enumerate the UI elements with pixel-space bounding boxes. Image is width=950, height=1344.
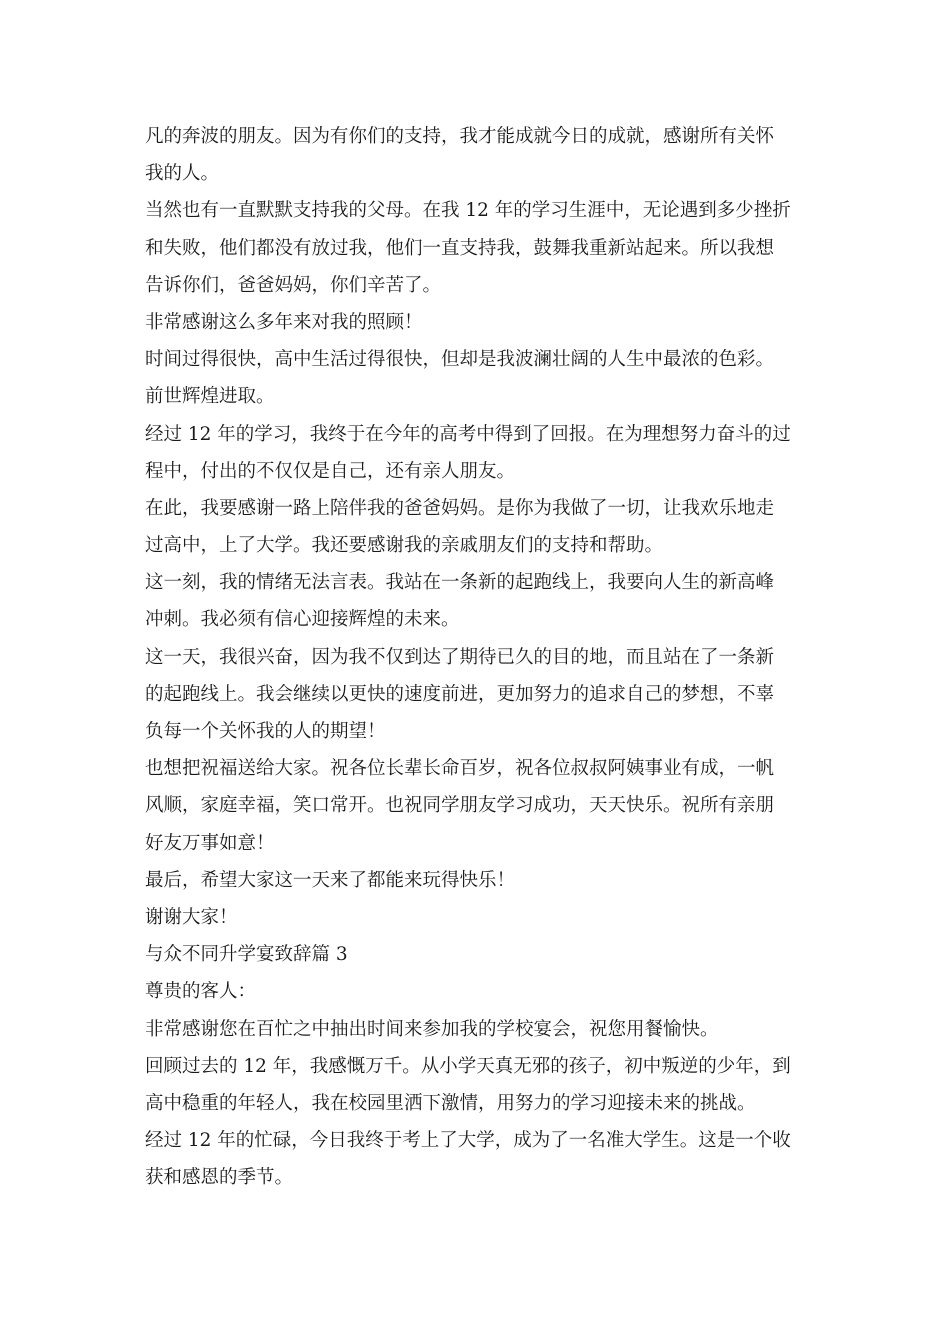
text-line: 负每一个关怀我的人的期望！ — [145, 721, 386, 742]
text-line: 好友万事如意！ — [145, 832, 275, 854]
text-line: 风顺，家庭幸福，笑口常开。也祝同学朋友学习成功，天天快乐。祝所有亲朋 — [145, 795, 775, 817]
text-line: 的起跑线上。我会继续以更快的速度前进，更加努力的追求自己的梦想，不辜 — [145, 683, 775, 705]
text-line: 这一刻，我的情绪无法言表。我站在一条新的起跑线上，我要向人生的新高峰 — [145, 572, 775, 594]
text-line: 经过 12 年的学习，我终于在今年的高考中得到了回报。在为理想努力奋斗的过 — [145, 423, 791, 445]
text-line: 告诉你们，爸爸妈妈，你们辛苦了。 — [145, 274, 442, 296]
text-line: 高中稳重的年轻人，我在校园里洒下激情，用努力的学习迎接未来的挑战。 — [145, 1092, 756, 1114]
text-line: 冲刺。我必须有信心迎接辉煌的未来。 — [145, 609, 460, 631]
text-line: 我的人。 — [145, 163, 220, 185]
text-line: 这一天，我很兴奋，因为我不仅到达了期待已久的目的地，而且站在了一条新 — [145, 646, 775, 668]
document-body — [145, 118, 810, 1196]
text-line: 时间过得很快，高中生活过得很快，但却是我波澜壮阔的人生中最浓的色彩。 — [145, 349, 775, 371]
text-line: 过高中，上了大学。我还要感谢我的亲戚朋友们的支持和帮助。 — [145, 535, 664, 557]
text-line: 非常感谢您在百忙之中抽出时间来参加我的学校宴会，祝您用餐愉快。 — [145, 1018, 719, 1040]
text-line: 程中，付出的不仅仅是自己，还有亲人朋友。 — [145, 460, 516, 482]
section-heading: 与众不同升学宴致辞篇 3 — [145, 944, 348, 966]
text-line: 凡的奔波的朋友。因为有你们的支持，我才能成就今日的成就，感谢所有关怀 — [145, 126, 775, 147]
text-line: 获和感恩的季节。 — [145, 1167, 294, 1189]
text-line: 也想把祝福送给大家。祝各位长辈长命百岁，祝各位叔叔阿姨事业有成，一帆 — [145, 758, 775, 780]
text-line: 谢谢大家！ — [145, 906, 238, 928]
text-line: 尊贵的客人： — [145, 981, 257, 1003]
text-line: 回顾过去的 12 年，我感慨万千。从小学天真无邪的孩子，初中叛逆的少年，到 — [145, 1055, 791, 1077]
text-line: 前世辉煌进取。 — [145, 386, 275, 408]
text-line: 非常感谢这么多年来对我的照顾！ — [145, 311, 423, 333]
text-line: 和失败，他们都没有放过我，他们一直支持我，鼓舞我重新站起来。所以我想 — [145, 237, 775, 259]
text-line: 在此，我要感谢一路上陪伴我的爸爸妈妈。是你为我做了一切，让我欢乐地走 — [145, 497, 775, 519]
text-line: 最后，希望大家这一天来了都能来玩得快乐！ — [145, 869, 516, 891]
text-line: 当然也有一直默默支持我的父母。在我 12 年的学习生涯中，无论遇到多少挫折 — [145, 200, 791, 222]
text-line: 经过 12 年的忙碌，今日我终于考上了大学，成为了一名准大学生。这是一个收 — [145, 1130, 791, 1152]
